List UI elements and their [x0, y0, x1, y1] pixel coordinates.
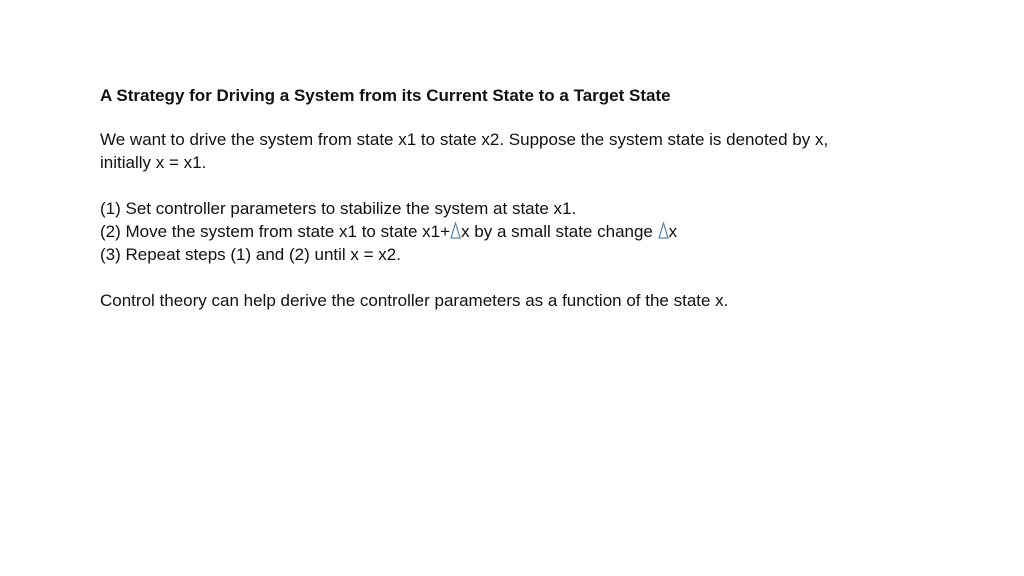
delta-triangle-icon [450, 222, 461, 239]
slide-content [100, 84, 980, 312]
delta-triangle-icon [658, 222, 669, 239]
slide-title: A Strategy for Driving a System from its Current State to a Target State [100, 86, 671, 105]
intro-line-1: We want to drive the system from state x1 to state x2. Suppose the system state is denoted by x, [100, 130, 829, 149]
intro-paragraph [100, 128, 980, 174]
steps-list [100, 197, 980, 266]
step-2-text-c: x [668, 222, 678, 241]
conclusion-paragraph: Control theory can help derive the controller parameters as a function of the state x. [100, 291, 729, 310]
intro-line-2: initially x = x1. [100, 153, 207, 172]
step-2-text-b: x by a small state change [461, 222, 658, 241]
step-2-text-a: (2) Move the system from state x1 to state x1+ [100, 222, 451, 241]
step-1: (1) Set controller parameters to stabilize the system at state x1. [100, 199, 577, 218]
step-2 [100, 220, 980, 243]
step-3: (3) Repeat steps (1) and (2) until x = x2. [100, 245, 401, 264]
